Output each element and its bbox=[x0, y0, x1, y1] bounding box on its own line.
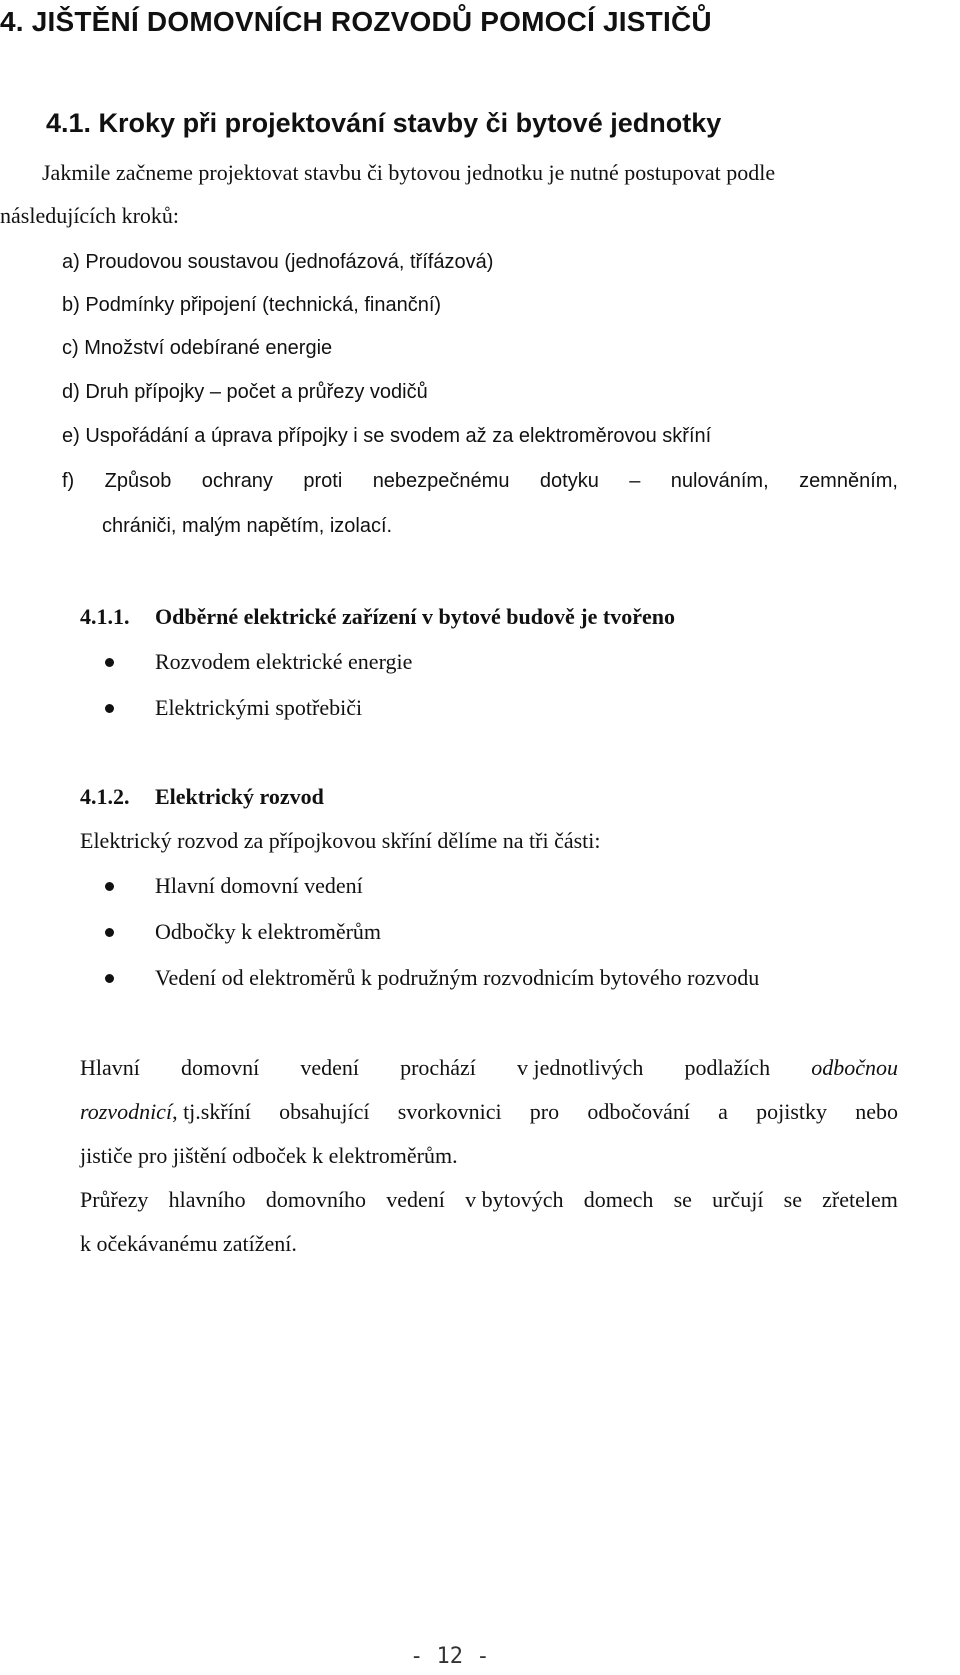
step-f-word: ochrany bbox=[201, 470, 273, 492]
paragraph-word: pro bbox=[529, 1099, 560, 1124]
paragraph-1-line-1 bbox=[80, 1055, 898, 1081]
step-f-word: f) bbox=[62, 470, 75, 492]
step-f-word: nulováním, bbox=[670, 470, 769, 492]
bullet-icon bbox=[105, 882, 114, 891]
chapter-title: 4. JIŠTĚNÍ DOMOVNÍCH ROZVODŮ POMOCÍ JISTIČŮ bbox=[0, 6, 712, 37]
paragraph-word: Hlavní bbox=[80, 1055, 140, 1080]
paragraph-word: Průřezy bbox=[80, 1187, 149, 1212]
step-f-word: – bbox=[629, 470, 641, 492]
subsection-1-item: Elektrickými spotřebiči bbox=[155, 695, 363, 720]
paragraph-2-line-2: k očekávanému zatížení. bbox=[80, 1231, 297, 1256]
paragraph-word: nebo bbox=[855, 1099, 898, 1124]
paragraph-word: svorkovnici bbox=[397, 1099, 502, 1124]
paragraph-word: podlažích bbox=[684, 1055, 771, 1080]
subsection-1-item: Rozvodem elektrické energie bbox=[155, 649, 413, 674]
paragraph-word: se bbox=[783, 1187, 802, 1212]
bullet-icon bbox=[105, 704, 114, 713]
step-c: c) Množství odebírané energie bbox=[62, 337, 333, 359]
subsection-2-number: 4.1.2. bbox=[80, 784, 130, 809]
step-f-line-2: chrániči, malým napětím, izolací. bbox=[102, 515, 393, 537]
page-number: - 12 - bbox=[410, 1644, 490, 1669]
paragraph-word: v jednotlivých bbox=[516, 1055, 644, 1080]
paragraph-word: určují bbox=[712, 1187, 764, 1212]
bullet-icon bbox=[105, 974, 114, 983]
step-a: a) Proudovou soustavou (jednofázová, třífázová) bbox=[62, 251, 494, 273]
step-f-word: dotyku bbox=[539, 470, 599, 492]
intro-line-1: Jakmile začneme projektovat stavbu či bytovou jednotku je nutné postupovat podle bbox=[42, 160, 776, 185]
subsection-1-title: Odběrné elektrické zařízení v bytové budově je tvořeno bbox=[155, 604, 675, 629]
paragraph-word: odbočování bbox=[587, 1099, 690, 1124]
paragraph-word: se bbox=[673, 1187, 692, 1212]
step-f-word: proti bbox=[303, 470, 343, 492]
paragraph-word: a bbox=[718, 1099, 728, 1124]
paragraph-word: hlavního bbox=[168, 1187, 246, 1212]
paragraph-word: vedení bbox=[386, 1187, 445, 1212]
paragraph-1-line-3: jističe pro jištění odboček k elektroměrům. bbox=[80, 1143, 458, 1168]
paragraph-word: domech bbox=[583, 1187, 654, 1212]
paragraph-word: domovní bbox=[181, 1055, 260, 1080]
bullet-icon bbox=[105, 928, 114, 937]
step-b: b) Podmínky připojení (technická, finanční) bbox=[62, 294, 442, 316]
subsection-2-title: Elektrický rozvod bbox=[155, 784, 324, 809]
intro-line-2: následujících kroků: bbox=[0, 203, 180, 228]
paragraph-word: zřetelem bbox=[822, 1187, 898, 1212]
step-f-line-1 bbox=[62, 470, 898, 493]
paragraph-word-italic: odbočnou bbox=[811, 1055, 898, 1080]
step-f-word: nebezpečnému bbox=[372, 470, 510, 492]
paragraph-word-italic: rozvodnicí bbox=[80, 1099, 173, 1124]
paragraph-2-line-1 bbox=[80, 1187, 898, 1213]
paragraph-word: v bytových bbox=[465, 1187, 564, 1212]
paragraph-1-line-2 bbox=[80, 1099, 898, 1125]
bullet-icon bbox=[105, 658, 114, 667]
subsection-1-number: 4.1.1. bbox=[80, 604, 130, 629]
paragraph-word: vedení bbox=[300, 1055, 359, 1080]
step-e: e) Uspořádání a úprava přípojky i se svodem až za elektroměrovou skříní bbox=[62, 425, 712, 447]
paragraph-word: , tj.skříní bbox=[172, 1099, 251, 1124]
subsection-2-item: Odbočky k elektroměrům bbox=[155, 919, 382, 944]
paragraph-word: pojistky bbox=[756, 1099, 828, 1124]
subsection-2-item: Vedení od elektroměrů k podružným rozvodnicím bytového rozvodu bbox=[155, 965, 760, 990]
step-f-word: zemněním, bbox=[799, 470, 898, 492]
paragraph-word: obsahující bbox=[279, 1099, 370, 1124]
subsection-2-intro: Elektrický rozvod za přípojkovou skříní dělíme na tři části: bbox=[80, 828, 601, 853]
step-d: d) Druh přípojky – počet a průřezy vodičů bbox=[62, 381, 428, 403]
subsection-2-item: Hlavní domovní vedení bbox=[155, 873, 363, 898]
step-f-word: Způsob bbox=[104, 470, 172, 492]
paragraph-word: domovního bbox=[265, 1187, 367, 1212]
section-title: 4.1. Kroky při projektování stavby či bytové jednotky bbox=[46, 108, 722, 138]
paragraph-word: prochází bbox=[400, 1055, 476, 1080]
